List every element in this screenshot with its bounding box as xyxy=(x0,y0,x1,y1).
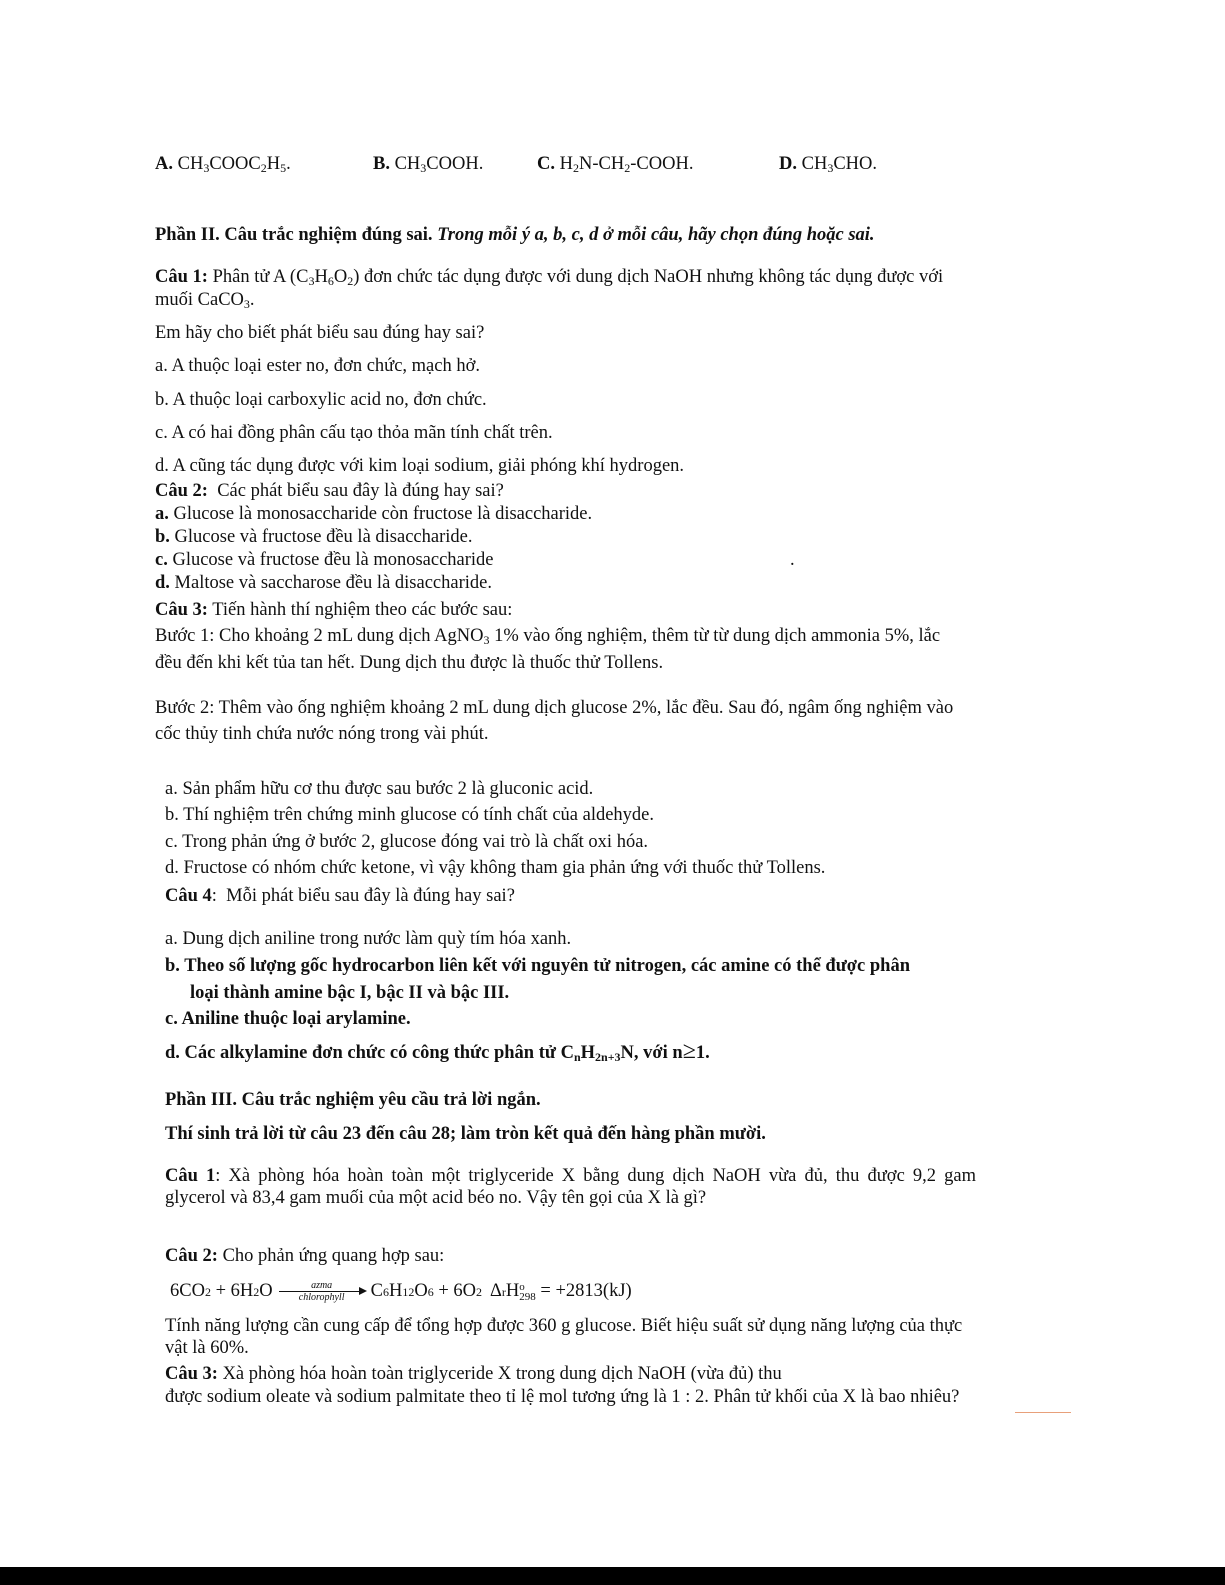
p2-q3-prompt: Câu 3: Tiến hành thí nghiệm theo các bước sau: xyxy=(155,600,513,620)
p3-q2-label: Câu 2: xyxy=(165,1246,218,1266)
option-b-label: B. xyxy=(373,154,390,174)
p2-q3-step2-l1: Bước 2: Thêm vào ống nghiệm khoảng 2 mL dung dịch glucose 2%, lắc đều. Sau đó, ngâm ống nghiệm vào xyxy=(155,698,954,718)
p2-q2-prompt: Câu 2: Các phát biểu sau đây là đúng hay sai? xyxy=(155,481,504,501)
arrow-condition-below: chlorophyll xyxy=(298,1292,345,1303)
p2-q1-prompt: Em hãy cho biết phát biểu sau đúng hay sai? xyxy=(155,323,485,343)
p2-q4-b-l2: loại thành amine bậc I, bậc II và bậc III. xyxy=(190,983,510,1003)
p2-q3-c: c. Trong phản ứng ở bước 2, glucose đóng vai trò là chất oxi hóa. xyxy=(165,832,649,852)
option-c: C. $H_2N-CH_2$-COOH. xyxy=(537,154,694,175)
p3-q3-l2: được sodium oleate và sodium palmitate theo tỉ lệ mol tương ứng là 1 : 2. Phân tử khối của X là bao nhiêu? xyxy=(165,1387,960,1407)
option-b: B. $CH_3COOH$. xyxy=(373,154,484,175)
p3-q3-label: Câu 3: xyxy=(165,1364,218,1384)
p2-q4-c: c. Aniline thuộc loại arylamine. xyxy=(165,1009,411,1029)
option-a: A. $CH_3COOC_2H_5$. xyxy=(155,154,291,175)
p3-q1-label: Câu 1 xyxy=(165,1166,216,1186)
p2-q1-c: c. A có hai đồng phân cấu tạo thỏa mãn tính chất trên. xyxy=(155,423,553,443)
p2-q1-d: d. A cũng tác dụng được với kim loại sodium, giải phóng khí hydrogen. xyxy=(155,456,685,476)
p2-q2-c: c. Glucose và fructose đều là monosaccharide xyxy=(155,550,494,570)
option-a-label: A. xyxy=(155,154,173,174)
p2-q2-c-dot: . xyxy=(790,550,795,570)
part2-heading: Phần II. Câu trắc nghiệm đúng sai. Trong mỗi ý a, b, c, d ở mỗi câu, hãy chọn đúng hoặc sai. xyxy=(155,225,875,245)
p2-q4-a: a. Dung dịch aniline trong nước làm quỳ tím hóa xanh. xyxy=(165,929,572,949)
p2-q3-step1-l1: Bước 1: Cho khoảng 2 mL dung dịch AgNO$_3$ 1% vào ống nghiệm, thêm từ từ dung dịch ammonia 5%, lắc xyxy=(155,626,941,647)
p2-q1-b: b. A thuộc loại carboxylic acid no, đơn chức. xyxy=(155,390,487,410)
p2-q4-b-l1: b. Theo số lượng gốc hydrocarbon liên kết với nguyên tử nitrogen, các amine có thể được phân xyxy=(165,956,910,976)
p2-q3-label: Câu 3: xyxy=(155,600,208,620)
arrow-line xyxy=(279,1291,365,1292)
p3-q2-l1: Tính năng lượng cần cung cấp để tổng hợp được 360 g glucose. Biết hiệu suất sử dụng năng lượng của thực xyxy=(165,1316,963,1336)
p2-q3-step2-l2: cốc thủy tinh chứa nước nóng trong vài phút. xyxy=(155,724,489,744)
option-c-label: C. xyxy=(537,154,555,174)
option-d-label: D. xyxy=(779,154,797,174)
p3-q1-l2: glycerol và 83,4 gam muối của một acid béo no. Vậy tên gọi của X là gì? xyxy=(165,1188,707,1208)
p2-q2-d: d. Maltose và saccharose đều là disaccharide. xyxy=(155,573,492,593)
p2-q1-label: Câu 1: xyxy=(155,267,208,287)
p2-q2-a: a. Glucose là monosaccharide còn fructose là disaccharide. xyxy=(155,504,593,524)
p2-q3-step1-l2: đều đến khi kết tủa tan hết. Dung dịch thu được là thuốc thử Tollens. xyxy=(155,653,664,673)
spell-underline xyxy=(1015,1412,1071,1413)
p2-q1-a: a. A thuộc loại ester no, đơn chức, mạch hở. xyxy=(155,356,480,376)
photosynthesis-equation: 6CO 2 + 6H 2 O azma chlorophyll C 6 H 12 O 6 + 6O 2 Δ r H o 298 = +2813(kJ) xyxy=(170,1280,632,1303)
p2-q4-d: d. Các alkylamine đơn chức có công thức phân tử $C_nH_{2n+3}N$, với n≥1. xyxy=(165,1038,710,1064)
p2-q1-line2: muối CaCO$_3$. xyxy=(155,290,255,311)
p2-q4-prompt: Câu 4: Mỗi phát biểu sau đây là đúng hay sai? xyxy=(165,886,515,906)
p2-q3-d: d. Fructose có nhóm chức ketone, vì vậy không tham gia phản ứng với thuốc thử Tollens. xyxy=(165,858,826,878)
p3-q3-l1: Câu 3: Xà phòng hóa hoàn toàn triglyceride X trong dung dịch NaOH (vừa đủ) thu xyxy=(165,1364,782,1384)
p2-q2-b: b. Glucose và fructose đều là disaccharide. xyxy=(155,527,473,547)
p2-q3-b: b. Thí nghiệm trên chứng minh glucose có tính chất của aldehyde. xyxy=(165,805,655,825)
part3-heading: Phần III. Câu trắc nghiệm yêu cầu trả lời ngắn. xyxy=(165,1090,541,1110)
bottom-bar xyxy=(0,1567,1225,1585)
p2-q1-line1: Câu 1: Phân tử A $(C_3H_6O_2)$ đơn chức tác dụng được với dung dịch NaOH nhưng không tác dụng được với xyxy=(155,267,944,288)
p2-q4-label: Câu 4 xyxy=(165,886,212,906)
part3-instruction: Thí sinh trả lời từ câu 23 đến câu 28; làm tròn kết quả đến hàng phần mười. xyxy=(165,1124,766,1144)
p3-q1-l1: Câu 1: Xà phòng hóa hoàn toàn một triglyceride X bằng dung dịch NaOH vừa đủ, thu được 9,2 gam xyxy=(165,1166,977,1186)
p3-q2-l2: vật là 60%. xyxy=(165,1338,249,1358)
part2-instruction: Trong mỗi ý a, b, c, d ở mỗi câu, hãy chọn đúng hoặc sai. xyxy=(437,225,875,245)
arrow-condition-above: azma xyxy=(311,1280,333,1291)
p2-q2-label: Câu 2: xyxy=(155,481,208,501)
option-d: D. $CH_3CHO$. xyxy=(779,154,878,175)
reaction-arrow xyxy=(279,1280,365,1303)
p2-q3-a: a. Sản phẩm hữu cơ thu được sau bước 2 là gluconic acid. xyxy=(165,779,594,799)
p3-q2-prompt: Câu 2: Cho phản ứng quang hợp sau: xyxy=(165,1246,445,1266)
